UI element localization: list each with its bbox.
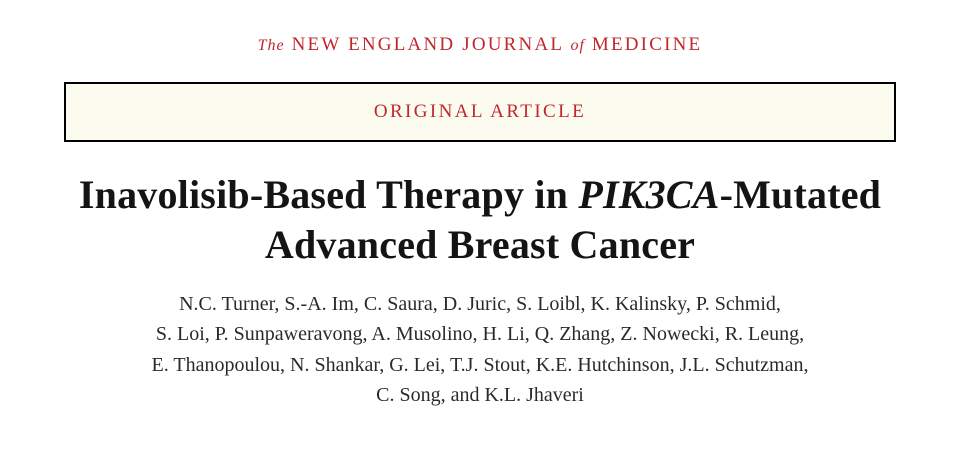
masthead-main: NEW ENGLAND JOURNAL: [291, 34, 564, 55]
title-line2: Advanced Breast Cancer: [264, 222, 696, 268]
author-line: N.C. Turner, S.-A. Im, C. Saura, D. Juric, S. Loibl, K. Kalinsky, P. Schmid,: [179, 292, 781, 315]
title-line1-part1: Inavolisib-Based Therapy in: [78, 172, 579, 217]
masthead-tail: MEDICINE: [591, 34, 703, 55]
author-line: E. Thanopoulou, N. Shankar, G. Lei, T.J. Stout, K.E. Hutchinson, J.L. Schutzman,: [151, 353, 809, 376]
title-gene-name: PIK3CA: [578, 172, 720, 217]
masthead-of: of: [570, 37, 585, 54]
author-line: C. Song, and K.L. Jhaveri: [376, 383, 584, 406]
masthead-the: The: [257, 37, 285, 54]
author-list: [50, 289, 910, 411]
article-type-banner: [64, 82, 896, 142]
page-title: [30, 170, 930, 271]
article-type-label: ORIGINAL ARTICLE: [373, 101, 587, 122]
journal-masthead: [0, 0, 960, 56]
author-line: S. Loi, P. Sunpaweravong, A. Musolino, H. Li, Q. Zhang, Z. Nowecki, R. Leung,: [155, 323, 805, 346]
title-line1-part2: -Mutated: [719, 172, 882, 217]
